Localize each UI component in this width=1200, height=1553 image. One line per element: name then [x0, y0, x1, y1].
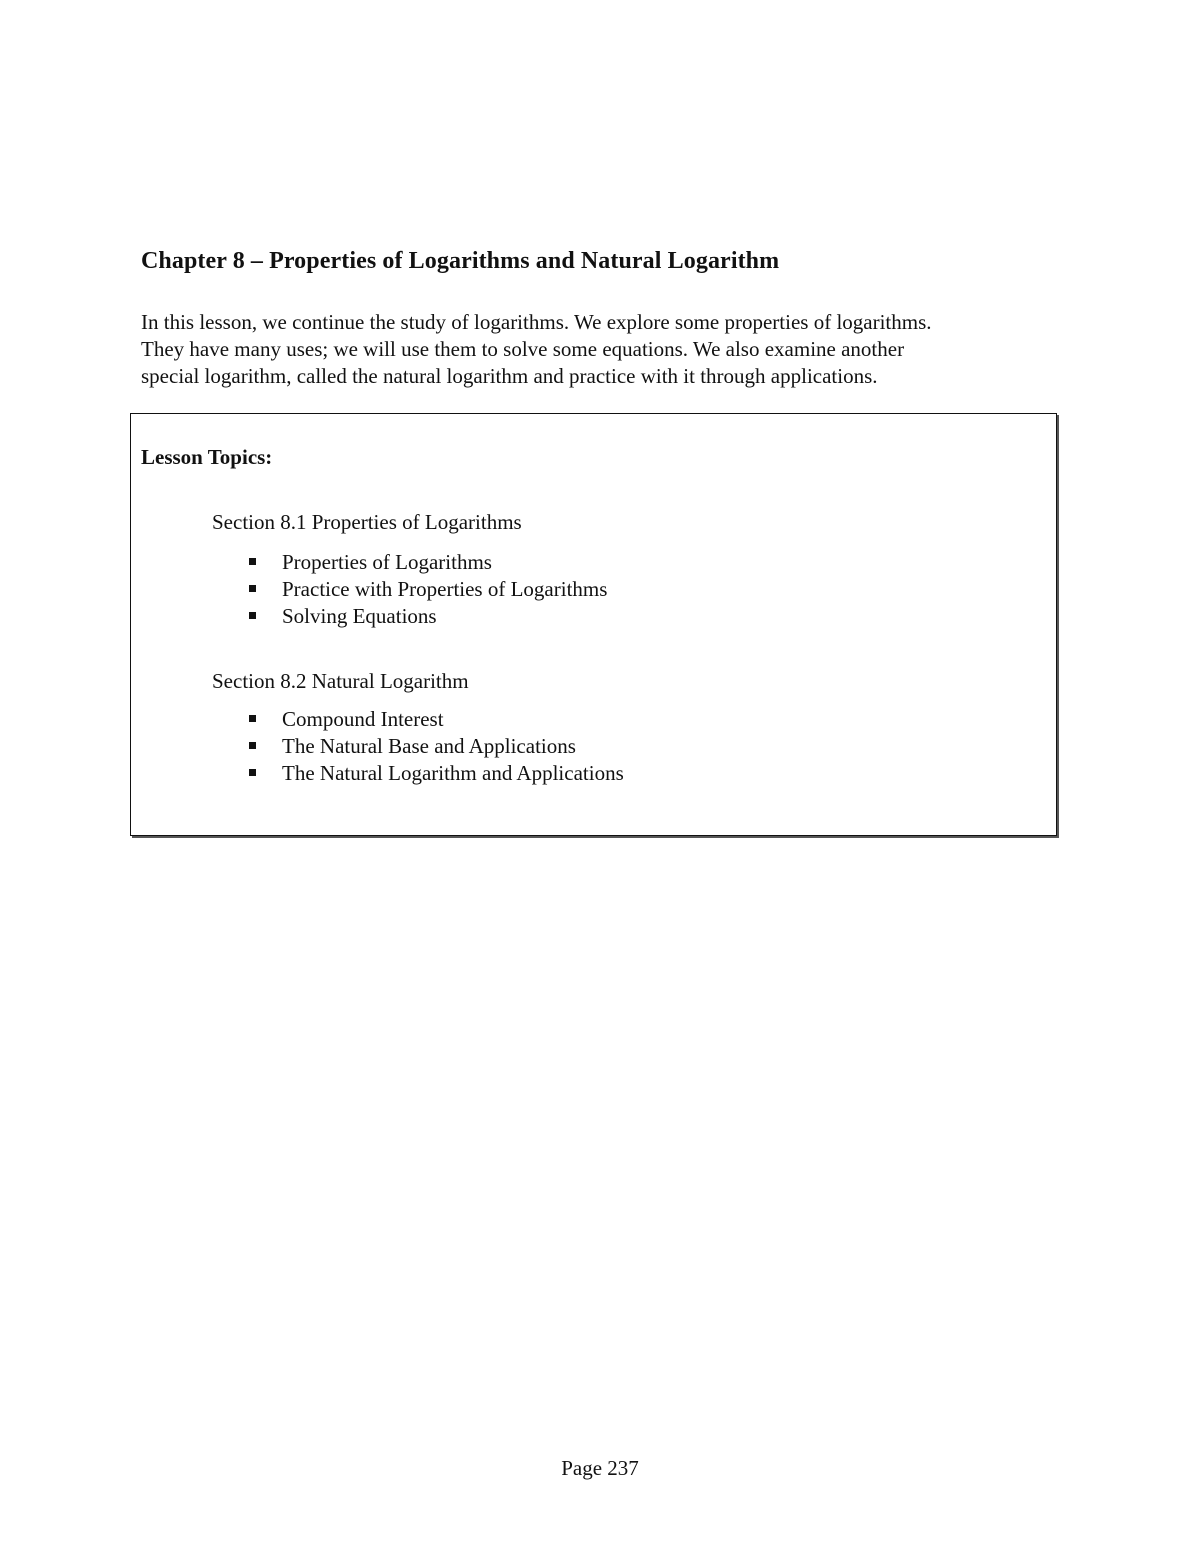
topic-label: Properties of Logarithms [282, 550, 492, 574]
section-topic-list [246, 549, 607, 630]
square-bullet-icon [249, 769, 256, 776]
topic-label: Solving Equations [282, 604, 437, 628]
intro-line: They have many uses; we will use them to solve some equations. We also examine another [141, 337, 905, 361]
page-number: Page 237 [561, 1456, 639, 1480]
square-bullet-icon [249, 715, 256, 722]
chapter-title: Chapter 8 – Properties of Logarithms and Natural Logarithm [141, 248, 780, 274]
square-bullet-icon [249, 612, 256, 619]
intro-line: In this lesson, we continue the study of logarithms. We explore some properties of logarithms. [141, 310, 932, 334]
topic-label: The Natural Logarithm and Applications [282, 761, 624, 785]
topic-label: Practice with Properties of Logarithms [282, 577, 608, 601]
section-heading: Section 8.1 Properties of Logarithms [212, 510, 522, 534]
square-bullet-icon [249, 585, 256, 592]
list-item [246, 733, 624, 760]
list-item [246, 706, 624, 733]
list-item [246, 603, 607, 630]
list-item [246, 549, 607, 576]
topic-label: Compound Interest [282, 707, 444, 731]
lesson-topics-box [130, 413, 1057, 836]
square-bullet-icon [249, 742, 256, 749]
section-heading: Section 8.2 Natural Logarithm [212, 669, 469, 693]
square-bullet-icon [249, 558, 256, 565]
intro-line: special logarithm, called the natural logarithm and practice with it through applications. [141, 364, 878, 388]
lesson-topics-heading: Lesson Topics: [141, 445, 273, 469]
chapter-intro [141, 309, 1071, 390]
list-item [246, 760, 624, 787]
section-topic-list [246, 706, 624, 787]
list-item [246, 576, 607, 603]
topic-label: The Natural Base and Applications [282, 734, 576, 758]
